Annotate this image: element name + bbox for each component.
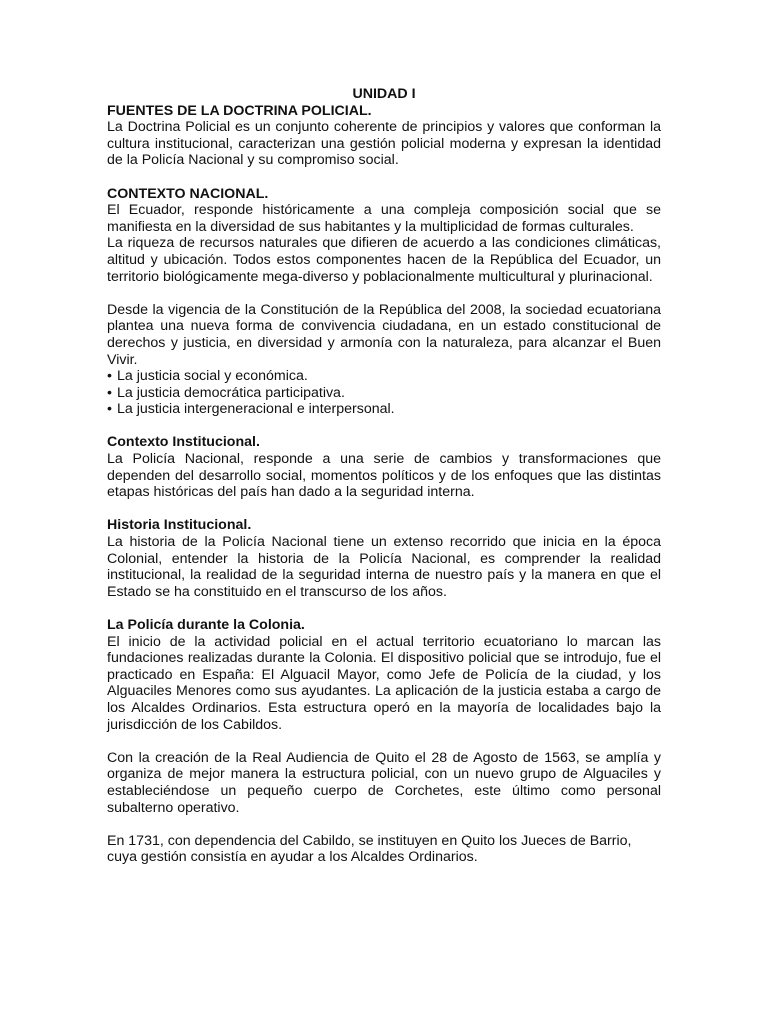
heading-contexto-nacional: CONTEXTO NACIONAL.: [107, 185, 269, 202]
paragraph-contexto-nacional-1: El Ecuador, responde históricamente a una compleja composición social que se manifiesta en la diversidad de sus habitantes y la multiplicidad de formas culturales.: [107, 202, 661, 235]
heading-contexto-institucional: Contexto Institucional.: [107, 434, 260, 451]
spacer: [107, 169, 661, 186]
spacer: [107, 501, 661, 518]
bullet-icon: •: [107, 384, 112, 401]
bullet-icon: •: [107, 401, 112, 418]
list-item: [107, 368, 661, 385]
list-item-text: La justicia social y económica.: [117, 368, 308, 385]
paragraph-colonia-1: El inicio de la actividad policial en el actual territorio ecuatoriano lo marcan las fundaciones realizadas durante la Colonia. El dispositivo policial que se introdujo, fue el practicado en España: El Alguacil Mayor, como Jefe de Policía de la ciudad, y los Alguaciles Menores como sus ayudantes. La aplicación de la justicia estaba a cargo de los Alcaldes Ordinarios. Esta estructura operó en la mayoría de localidades bajo la jurisdicción de los Cabildos.: [107, 633, 661, 733]
paragraph-contexto-nacional-2: La riqueza de recursos naturales que difieren de acuerdo a las condiciones climáticas, altitud y ubicación. Todos estos componentes hacen de la República del Ecuador, un territorio biológicamente mega-diverso y poblacionalmente multicultural y plurinacional.: [107, 235, 661, 285]
list-item-text: La justicia democrática participativa.: [117, 384, 345, 401]
heading-policia-colonia: La Policía durante la Colonia.: [107, 617, 305, 633]
paragraph-contexto-institucional: La Policía Nacional, responde a una serie de cambios y transformaciones que dependen del desarrollo social, momentos políticos y de los enfoques que las distintas etapas históricas del país han dado a la seguridad interna.: [107, 451, 661, 501]
main-heading: FUENTES DE LA DOCTRINA POLICIAL.: [107, 102, 372, 119]
paragraph-historia-institucional: La historia de la Policía Nacional tiene un extenso recorrido que inicia en la época Colonial, entender la historia de la Policía Nacional, es comprender la realidad institucional, la realidad de la seguridad interna de nuestro país y la manera en que el Estado se ha constituido en el transcurso de los años.: [107, 534, 661, 600]
spacer: [107, 600, 661, 617]
list-item: [107, 401, 661, 418]
paragraph-colonia-2: Con la creación de la Real Audiencia de Quito el 28 de Agosto de 1563, se amplía y organiza de mejor manera la estructura policial, con un nuevo grupo de Alguaciles y estableciéndose un pequeño cuerpo de Corchetes, este último como personal subalterno operativo.: [107, 749, 661, 816]
spacer: [107, 816, 661, 833]
document-page: [107, 86, 661, 866]
list-item-text: La justicia intergeneracional e interpersonal.: [117, 401, 395, 418]
list-item: [107, 385, 661, 402]
paragraph-colonia-3: En 1731, con dependencia del Cabildo, se instituyen en Quito los Jueces de Barrio, cuya gestión consistía en ayudar a los Alcaldes Ordinarios.: [107, 832, 632, 866]
spacer: [107, 285, 661, 302]
spacer: [107, 733, 661, 750]
paragraph-contexto-nacional-3: Desde la vigencia de la Constitución de la República del 2008, la sociedad ecuatoriana plantea una nueva forma de convivencia ciudadana, en un estado constitucional de derechos y justicia, en diversidad y armonía con la naturaleza, para alcanzar el Buen Vivir.: [107, 301, 661, 368]
unit-title: UNIDAD I: [352, 86, 416, 102]
bullet-icon: •: [107, 368, 112, 385]
heading-historia-institucional: Historia Institucional.: [107, 517, 252, 534]
intro-paragraph: La Doctrina Policial es un conjunto coherente de principios y valores que conforman la cultura institucional, caracterizan una gestión policial moderna y expresan la identidad de la Policía Nacional y su compromiso social.: [107, 119, 661, 169]
justice-bullet-list: [107, 368, 661, 418]
spacer: [107, 418, 661, 435]
